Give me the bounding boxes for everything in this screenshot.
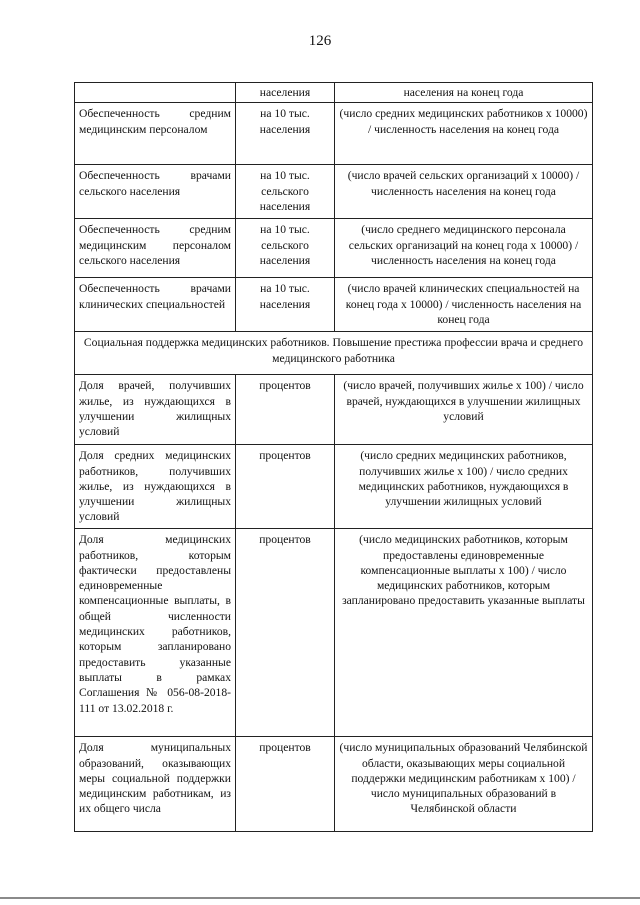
indicator-name-cell: Обеспеченность средним медицинским персоналом bbox=[75, 103, 236, 165]
table-row bbox=[75, 737, 593, 832]
indicator-name-cell: Обеспеченность средним медицинским персоналом сельского населения bbox=[75, 219, 236, 278]
indicator-name-cell: Обеспеченность врачами сельского населения bbox=[75, 165, 236, 219]
table-row bbox=[75, 103, 593, 165]
formula-cell: (число врачей сельских организаций х 10000) / численность населения на конец года bbox=[335, 165, 593, 219]
unit-cell: процентов bbox=[236, 375, 335, 445]
table-row bbox=[75, 445, 593, 529]
indicator-name-cell bbox=[75, 83, 236, 103]
unit-cell: на 10 тыс. сельского населения bbox=[236, 219, 335, 278]
formula-cell: (число врачей, получивших жилье х 100) / число врачей, нуждающихся в улучшении жилищных условий bbox=[335, 375, 593, 445]
unit-cell: населения bbox=[236, 83, 335, 103]
indicator-name-cell: Обеспеченность врачами клинических специальностей bbox=[75, 278, 236, 332]
formula-cell: (число среднего медицинского персонала сельских организаций на конец года х 10000) / численность населения на конец года bbox=[335, 219, 593, 278]
formula-cell: (число средних медицинских работников х 10000) / численность населения на конец года bbox=[335, 103, 593, 165]
table-row-continued bbox=[75, 83, 593, 103]
page-number: 126 bbox=[308, 33, 332, 49]
table-row bbox=[75, 219, 593, 278]
unit-cell: на 10 тыс. сельского населения bbox=[236, 165, 335, 219]
table-row bbox=[75, 529, 593, 737]
unit-cell: процентов bbox=[236, 737, 335, 832]
indicator-name-cell: Доля медицинских работников, которым фактически предоставлены единовременные компенсационные выплаты, в общей численности медицинских работников, которым запланировано предоставить указанные выплаты в рамках Соглашения № 056-08-2018-111 от 13.02.2018 г. bbox=[75, 529, 236, 737]
formula-cell: (число средних медицинских работников, получивших жилье х 100) / число средних медицинских работников, нуждающихся в улучшении жилищных условий bbox=[335, 445, 593, 529]
formula-cell: (число муниципальных образований Челябинской области, оказывающих меры социальной поддержки медицинским работникам х 100) / число муниципальных образований в Челябинской области bbox=[335, 737, 593, 832]
section-title: Социальная поддержка медицинских работников. Повышение престижа профессии врача и среднего медицинского работника bbox=[75, 332, 593, 375]
formula-cell: (число врачей клинических специальностей на конец года х 10000) / численность населения на конец года bbox=[335, 278, 593, 332]
indicator-name-cell: Доля муниципальных образований, оказывающих меры социальной поддержки медицинским работникам, из их общего числа bbox=[75, 737, 236, 832]
page-bottom-rule bbox=[0, 897, 640, 899]
unit-cell: на 10 тыс. населения bbox=[236, 278, 335, 332]
indicators-table bbox=[74, 82, 593, 832]
unit-cell: на 10 тыс. населения bbox=[236, 103, 335, 165]
indicator-name-cell: Доля средних медицинских работников, получивших жилье, из нуждающихся в улучшении жилищных условий bbox=[75, 445, 236, 529]
unit-cell: процентов bbox=[236, 529, 335, 737]
formula-cell: населения на конец года bbox=[335, 83, 593, 103]
unit-cell: процентов bbox=[236, 445, 335, 529]
indicator-name-cell: Доля врачей, получивших жилье, из нуждающихся в улучшении жилищных условий bbox=[75, 375, 236, 445]
table-row bbox=[75, 375, 593, 445]
section-header-row bbox=[75, 332, 593, 375]
table-row bbox=[75, 165, 593, 219]
formula-cell: (число медицинских работников, которым предоставлены единовременные компенсационные выплаты х 100) / число медицинских работников, которым запланировано предоставить указанные выплаты bbox=[335, 529, 593, 737]
table-row bbox=[75, 278, 593, 332]
